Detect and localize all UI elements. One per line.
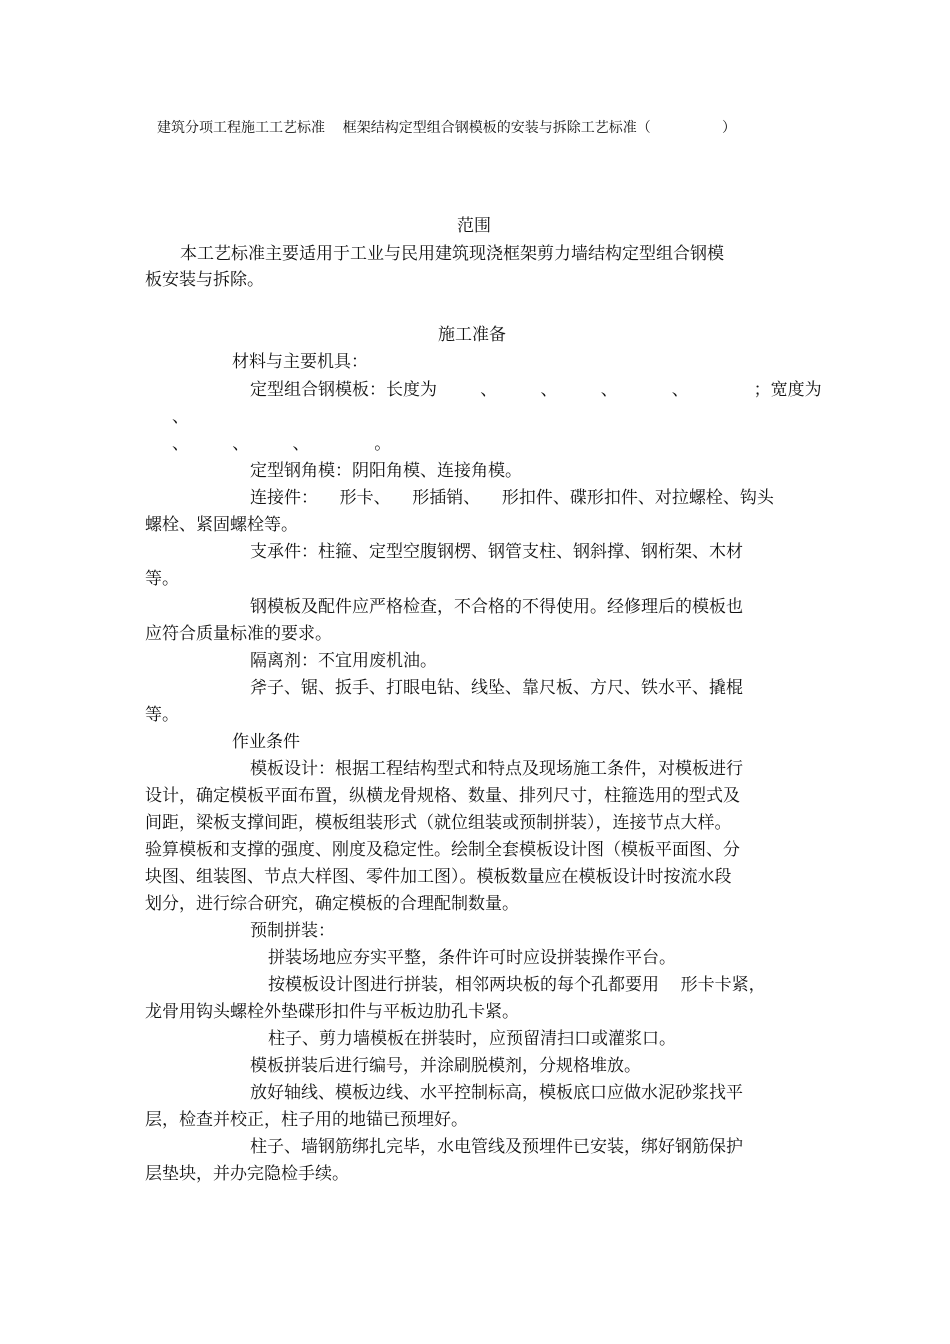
document-header: 建筑分项工程施工工艺标准 框架结构定型组合钢模板的安装与拆除工艺标准（ ） xyxy=(157,120,737,136)
subheading-conditions: 作业条件 xyxy=(232,732,300,752)
paragraph-line: 预制拼装： xyxy=(250,921,335,941)
paragraph-line: 放好轴线、模板边线、水平控制标高，模板底口应做水泥砂浆找平 xyxy=(250,1083,743,1103)
paragraph-line: 柱子、剪力墙模板在拼装时，应预留清扫口或灌浆口。 xyxy=(268,1029,676,1049)
paragraph-line: 应符合质量标准的要求。 xyxy=(145,624,332,644)
paragraph-line: 定型钢角模：阴阳角模、连接角模。 xyxy=(250,461,522,481)
paragraph-line: 斧子、锯、扳手、打眼电钻、线坠、靠尺板、方尺、铁水平、撬棍 xyxy=(250,678,743,698)
subheading-materials: 材料与主要机具： xyxy=(232,352,368,372)
paragraph-line: 等。 xyxy=(145,705,179,725)
paragraph-line: 按模板设计图进行拼装，相邻两块板的每个孔都要用 形卡卡紧， xyxy=(268,975,766,995)
paragraph-line: 模板拼装后进行编号，并涂刷脱模剂，分规格堆放。 xyxy=(250,1056,641,1076)
paragraph-line: 龙骨用钩头螺栓外垫碟形扣件与平板边肋孔卡紧。 xyxy=(145,1002,519,1022)
paragraph-line: 隔离剂：不宜用废机油。 xyxy=(250,651,437,671)
paragraph-line: 块图、组装图、节点大样图、零件加工图）。模板数量应在模板设计时按流水段 xyxy=(145,867,732,887)
section-title-scope: 范围 xyxy=(457,216,491,236)
paragraph-line: 间距，梁板支撑间距，模板组装形式（就位组装或预制拼装），连接节点大样。 xyxy=(145,813,732,833)
paragraph-line: 板安装与拆除。 xyxy=(145,270,264,290)
paragraph-line: 连接件： 形卡、 形插销、 形扣件、碟形扣件、对拉螺栓、钩头 xyxy=(250,488,774,508)
paragraph-line: 模板设计：根据工程结构型式和特点及现场施工条件，对模板进行 xyxy=(250,759,743,779)
paragraph-line: 设计，确定模板平面布置，纵横龙骨规格、数量、排列尺寸，柱箍选用的型式及 xyxy=(145,786,740,806)
paragraph-line: 、 xyxy=(172,407,189,427)
paragraph-line: 层垫块，并办完隐检手续。 xyxy=(145,1164,349,1184)
paragraph-line: 验算模板和支撑的强度、刚度及稳定性。绘制全套模板设计图（模板平面图、分 xyxy=(145,840,740,860)
paragraph-line: 拼装场地应夯实平整，条件许可时应设拼装操作平台。 xyxy=(268,948,676,968)
paragraph-line: 等。 xyxy=(145,569,179,589)
paragraph-line: 钢模板及配件应严格检查，不合格的不得使用。经修理后的模板也 xyxy=(250,597,743,617)
paragraph-line: 划分，进行综合研究，确定模板的合理配制数量。 xyxy=(145,894,519,914)
paragraph-line: 螺栓、紧固螺栓等。 xyxy=(145,515,298,535)
paragraph-line: 定型组合钢模板：长度为 、 、 、 、 ；宽度为 xyxy=(250,380,822,400)
paragraph-line: 、 、 、 。 xyxy=(172,434,392,454)
paragraph-line: 支承件：柱箍、定型空腹钢楞、钢管支柱、钢斜撑、钢桁架、木材 xyxy=(250,542,743,562)
paragraph-line: 本工艺标准主要适用于工业与民用建筑现浇框架剪力墙结构定型组合钢模 xyxy=(180,244,724,264)
paragraph-line: 层，检查并校正，柱子用的地锚已预埋好。 xyxy=(145,1110,468,1130)
paragraph-line: 柱子、墙钢筋绑扎完毕，水电管线及预埋件已安装，绑好钢筋保护 xyxy=(250,1137,743,1157)
section-title-preparation: 施工准备 xyxy=(438,325,506,345)
